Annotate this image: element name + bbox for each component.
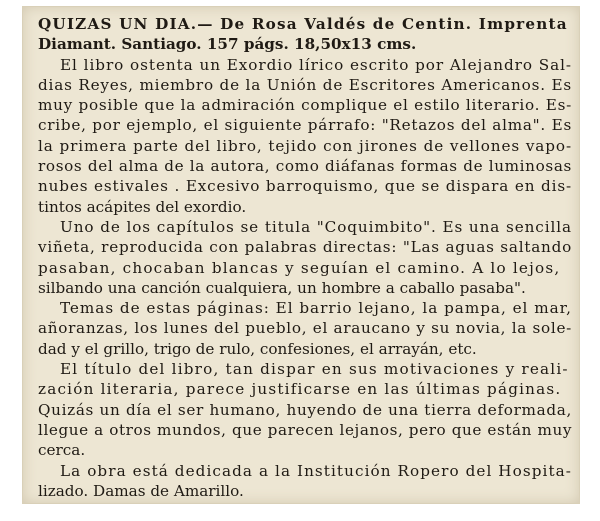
- heading-line: Diamant. Santiago. 157 págs. 18,50x13 cms.: [38, 35, 417, 54]
- paragraph-4-line: cerca.: [38, 441, 86, 460]
- paragraph-1-line: dias Reyes, miembro de la Unión de Escritores Americanos. Es: [38, 75, 572, 94]
- paragraph-3-line: añoranzas, los lunes del pueblo, el araucano y su novia, la sole-: [38, 319, 572, 338]
- paragraph-5-line: lizado. Damas de Amarillo.: [38, 481, 244, 500]
- paragraph-4-line: zación literaria, parece justificarse en las últimas páginas.: [38, 380, 562, 399]
- paragraph-4-line: El título del libro, tan dispar en sus motivaciones y reali-: [60, 360, 569, 379]
- paragraph-3-line: dad y el grillo, trigo de rulo, confesiones, el arrayán, etc.: [38, 339, 477, 358]
- paragraph-1-line: cribe, por ejemplo, el siguiente párrafo: "Retazos del alma". Es: [38, 116, 572, 135]
- paragraph-4-line: llegue a otros mundos, que parecen lejanos, pero que están muy: [38, 420, 572, 439]
- paragraph-2-line: silbando una canción cualquiera, un hombre a caballo pasaba".: [38, 278, 526, 297]
- paragraph-1-line: muy posible que la admiración complique el estilo literario. Es-: [38, 96, 572, 115]
- paragraph-4-line: Quizás un día el ser humano, huyendo de una tierra deformada,: [38, 400, 572, 419]
- paragraph-2-line: viñeta, reproducida con palabras directas: "Las aguas saltando: [38, 238, 572, 257]
- paragraph-1-line: El libro ostenta un Exordio lírico escrito por Alejandro Sal-: [60, 55, 572, 74]
- paragraph-1-line: rosos del alma de la autora, como diáfanas formas de luminosas: [38, 157, 572, 176]
- heading-line: QUIZAS UN DIA.— De Rosa Valdés de Centin. Imprenta: [38, 15, 568, 33]
- paragraph-1-line: la primera parte del libro, tejido con jirones de vellones vapo-: [38, 136, 572, 155]
- paragraph-2-line: pasaban, chocaban blancas y seguían el camino. A lo lejos,: [38, 258, 561, 277]
- paragraph-5-line: La obra está dedicada a la Institución Ropero del Hospita-: [60, 461, 572, 480]
- paragraph-1-line: tintos acápites del exordio.: [38, 197, 247, 216]
- paragraph-2-line: Uno de los capítulos se titula "Coquimbito". Es una sencilla: [60, 217, 572, 236]
- paragraph-1-line: nubes estivales . Excesivo barroquismo, que se dispara en dis-: [38, 177, 572, 196]
- review-text: [38, 14, 572, 501]
- paragraph-3-line: Temas de estas páginas: El barrio lejano, la pampa, el mar,: [60, 299, 572, 318]
